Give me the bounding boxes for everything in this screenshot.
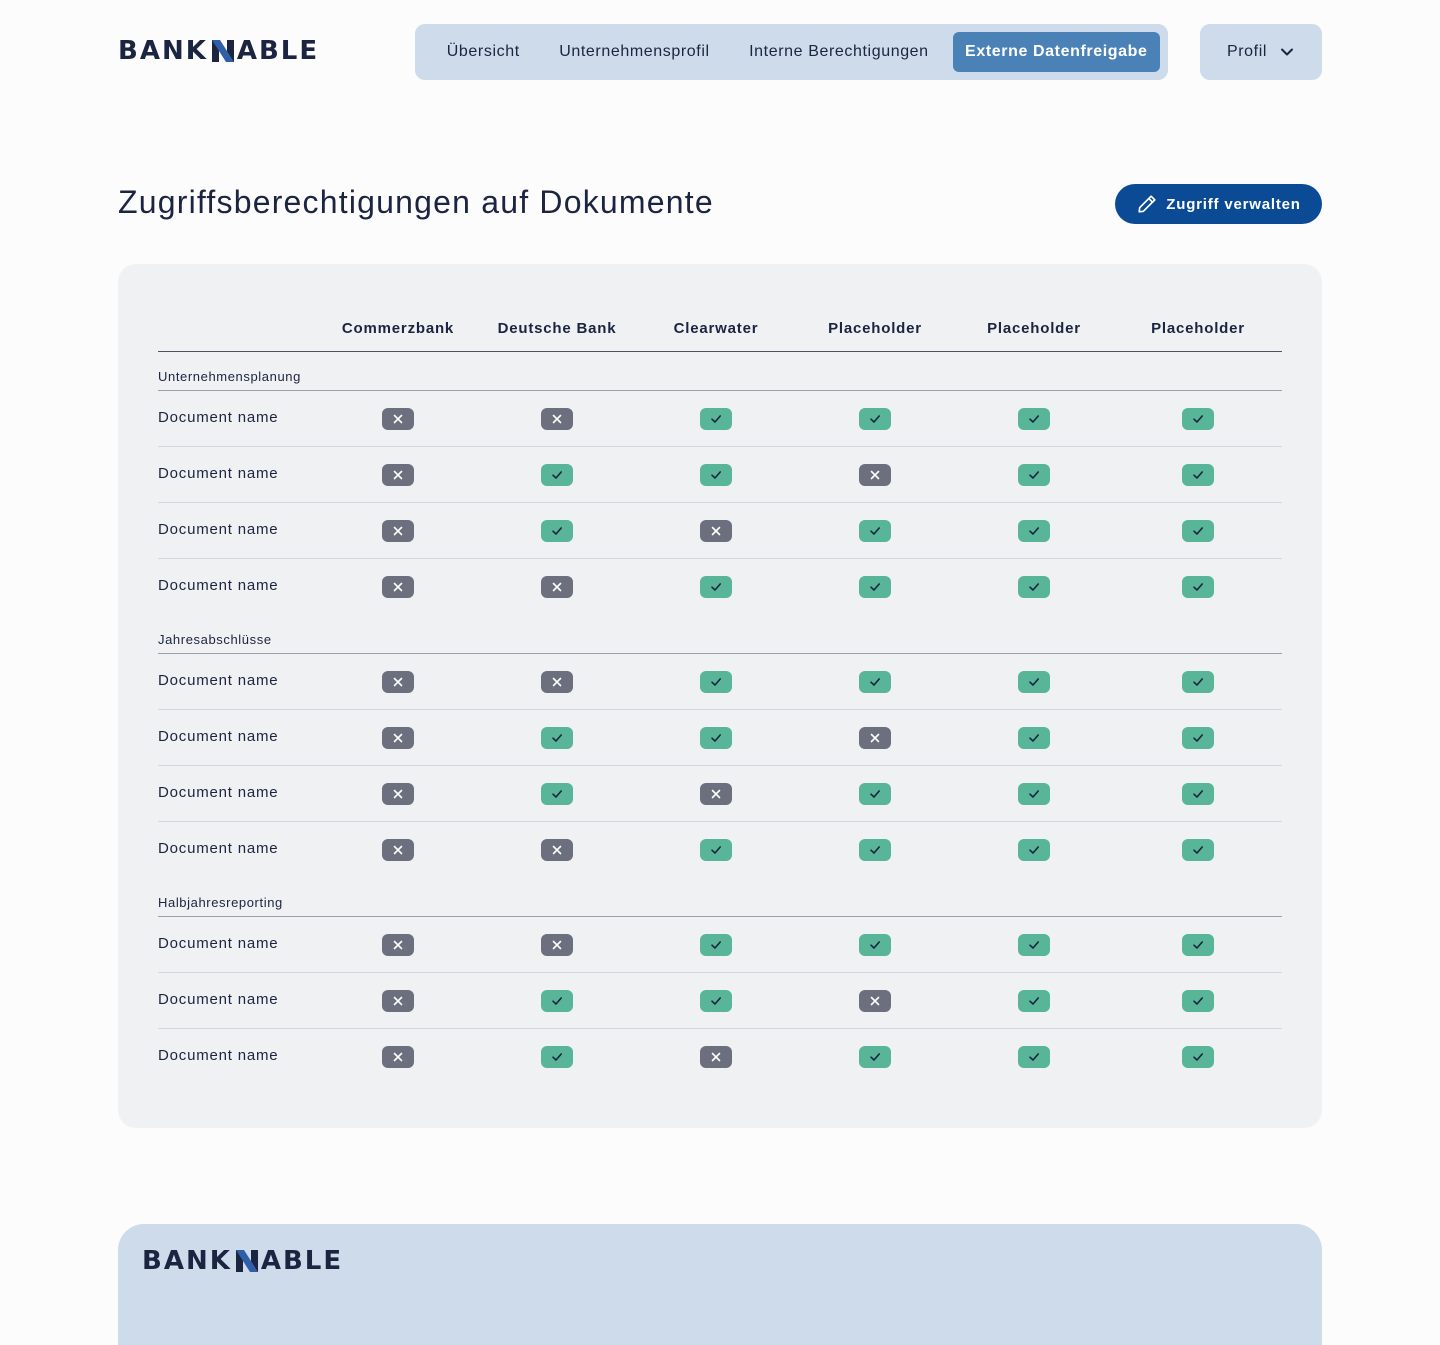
access-granted-icon[interactable] xyxy=(700,727,732,749)
document-name[interactable]: Document name xyxy=(158,1047,279,1064)
access-granted-icon[interactable] xyxy=(859,408,891,430)
group-title: Halbjahresreporting xyxy=(158,878,1282,917)
access-granted-icon[interactable] xyxy=(700,990,732,1012)
access-denied-icon[interactable] xyxy=(859,464,891,486)
access-denied-icon[interactable] xyxy=(382,408,414,430)
access-denied-icon[interactable] xyxy=(541,934,573,956)
access-granted-icon[interactable] xyxy=(1018,727,1050,749)
brand-text-right: ABLE xyxy=(236,36,320,66)
access-denied-icon[interactable] xyxy=(700,1046,732,1068)
document-name[interactable]: Document name xyxy=(158,577,279,594)
access-granted-icon[interactable] xyxy=(1018,671,1050,693)
access-granted-icon[interactable] xyxy=(859,783,891,805)
chevron-down-icon xyxy=(1279,44,1295,60)
access-granted-icon[interactable] xyxy=(541,990,573,1012)
access-granted-icon[interactable] xyxy=(541,1046,573,1068)
access-granted-icon[interactable] xyxy=(700,839,732,861)
access-granted-icon[interactable] xyxy=(859,576,891,598)
access-denied-icon[interactable] xyxy=(382,727,414,749)
table-row xyxy=(158,1029,1282,1085)
access-denied-icon[interactable] xyxy=(541,839,573,861)
access-granted-icon[interactable] xyxy=(1018,934,1050,956)
access-granted-icon[interactable] xyxy=(1182,934,1214,956)
access-granted-icon[interactable] xyxy=(859,1046,891,1068)
document-name[interactable]: Document name xyxy=(158,409,279,426)
column-header: Placeholder xyxy=(1151,320,1245,337)
profile-label: Profil xyxy=(1226,43,1268,60)
table-row xyxy=(158,973,1282,1029)
access-denied-icon[interactable] xyxy=(700,783,732,805)
table-row xyxy=(158,391,1282,447)
access-granted-icon[interactable] xyxy=(700,408,732,430)
tab-unternehmensprofil[interactable]: Unternehmensprofil xyxy=(559,43,710,60)
table-row xyxy=(158,822,1282,878)
access-granted-icon[interactable] xyxy=(541,727,573,749)
pencil-icon xyxy=(1136,193,1158,215)
access-granted-icon[interactable] xyxy=(1182,783,1214,805)
group-title: Jahresabschlüsse xyxy=(158,615,1282,654)
document-name[interactable]: Document name xyxy=(158,840,279,857)
access-granted-icon[interactable] xyxy=(541,783,573,805)
access-denied-icon[interactable] xyxy=(541,408,573,430)
access-granted-icon[interactable] xyxy=(859,934,891,956)
access-denied-icon[interactable] xyxy=(859,990,891,1012)
page-title: Zugriffsberechtigungen auf Dokumente xyxy=(118,184,714,220)
brand-logo[interactable] xyxy=(118,36,319,66)
access-granted-icon[interactable] xyxy=(1018,783,1050,805)
access-granted-icon[interactable] xyxy=(1182,727,1214,749)
access-denied-icon[interactable] xyxy=(382,671,414,693)
table-row xyxy=(158,503,1282,559)
access-granted-icon[interactable] xyxy=(700,464,732,486)
permissions-table xyxy=(158,264,1282,1085)
brand-text-left: BANK xyxy=(118,36,208,66)
footer xyxy=(118,1224,1322,1345)
access-granted-icon[interactable] xyxy=(859,520,891,542)
document-name[interactable]: Document name xyxy=(158,991,279,1008)
document-name[interactable]: Document name xyxy=(158,728,279,745)
access-granted-icon[interactable] xyxy=(859,839,891,861)
access-granted-icon[interactable] xyxy=(1018,520,1050,542)
table-row xyxy=(158,710,1282,766)
footer-brand-logo[interactable] xyxy=(142,1246,343,1276)
table-row xyxy=(158,654,1282,710)
profile-menu-button[interactable] xyxy=(1200,24,1322,80)
access-denied-icon[interactable] xyxy=(382,990,414,1012)
access-granted-icon[interactable] xyxy=(1182,839,1214,861)
access-granted-icon[interactable] xyxy=(1018,576,1050,598)
brand-mark-icon xyxy=(212,40,234,62)
access-denied-icon[interactable] xyxy=(382,464,414,486)
access-granted-icon[interactable] xyxy=(1182,408,1214,430)
access-denied-icon[interactable] xyxy=(382,1046,414,1068)
tab-interne-berechtigungen[interactable]: Interne Berechtigungen xyxy=(749,43,929,60)
document-name[interactable]: Document name xyxy=(158,935,279,952)
access-granted-icon[interactable] xyxy=(1182,1046,1214,1068)
tab-externe-datenfreigabe[interactable]: Externe Datenfreigabe xyxy=(953,32,1160,72)
manage-access-label: Zugriff verwalten xyxy=(1166,195,1301,213)
access-denied-icon[interactable] xyxy=(541,671,573,693)
access-granted-icon[interactable] xyxy=(859,671,891,693)
table-row xyxy=(158,766,1282,822)
document-name[interactable]: Document name xyxy=(158,521,279,538)
access-granted-icon[interactable] xyxy=(1018,408,1050,430)
access-granted-icon[interactable] xyxy=(1018,464,1050,486)
access-granted-icon[interactable] xyxy=(700,934,732,956)
access-granted-icon[interactable] xyxy=(1182,990,1214,1012)
document-name[interactable]: Document name xyxy=(158,465,279,482)
manage-access-button[interactable] xyxy=(1115,184,1322,224)
access-granted-icon[interactable] xyxy=(1182,671,1214,693)
table-row xyxy=(158,559,1282,615)
document-name[interactable]: Document name xyxy=(158,672,279,689)
group-title: Unternehmensplanung xyxy=(158,352,1282,391)
access-granted-icon[interactable] xyxy=(1182,520,1214,542)
table-body xyxy=(158,352,1282,1085)
access-denied-icon[interactable] xyxy=(859,727,891,749)
access-denied-icon[interactable] xyxy=(382,839,414,861)
column-header: Clearwater xyxy=(673,320,759,337)
column-header: Deutsche Bank xyxy=(497,320,617,337)
tab-uebersicht[interactable]: Übersicht xyxy=(446,43,520,60)
table-row xyxy=(158,917,1282,973)
access-granted-icon[interactable] xyxy=(1182,576,1214,598)
column-header: Placeholder xyxy=(987,320,1081,337)
access-granted-icon[interactable] xyxy=(1018,1046,1050,1068)
access-granted-icon[interactable] xyxy=(700,671,732,693)
table-row xyxy=(158,447,1282,503)
access-granted-icon[interactable] xyxy=(1018,990,1050,1012)
access-granted-icon[interactable] xyxy=(541,464,573,486)
access-denied-icon[interactable] xyxy=(382,783,414,805)
main-nav xyxy=(415,24,1168,80)
access-denied-icon[interactable] xyxy=(382,934,414,956)
access-granted-icon[interactable] xyxy=(700,576,732,598)
access-denied-icon[interactable] xyxy=(382,520,414,542)
access-granted-icon[interactable] xyxy=(1018,839,1050,861)
access-denied-icon[interactable] xyxy=(382,576,414,598)
column-header: Placeholder xyxy=(828,320,922,337)
footer-brand-text-right: ABLE xyxy=(260,1246,344,1276)
access-denied-icon[interactable] xyxy=(700,520,732,542)
permissions-card xyxy=(118,264,1322,1128)
table-header xyxy=(158,264,1282,352)
column-header: Commerzbank xyxy=(341,320,455,337)
document-name[interactable]: Document name xyxy=(158,784,279,801)
access-denied-icon[interactable] xyxy=(541,576,573,598)
access-granted-icon[interactable] xyxy=(541,520,573,542)
access-granted-icon[interactable] xyxy=(1182,464,1214,486)
brand-mark-icon xyxy=(236,1250,258,1272)
footer-brand-text-left: BANK xyxy=(142,1246,232,1276)
